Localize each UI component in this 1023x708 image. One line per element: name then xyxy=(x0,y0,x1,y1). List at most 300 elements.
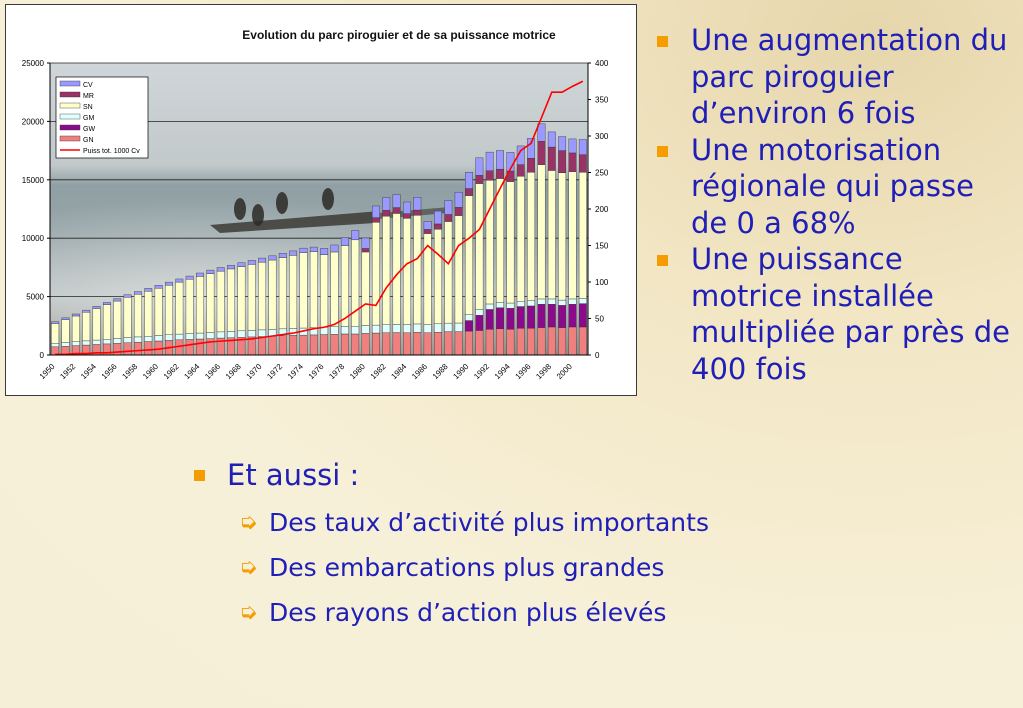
bar-segment-GW xyxy=(517,307,524,329)
bar-segment-GM xyxy=(445,323,452,332)
bar-segment-CV xyxy=(424,221,431,229)
bullet-square-icon xyxy=(194,470,205,481)
bar-segment-MR xyxy=(445,214,452,221)
bar-segment-GN xyxy=(145,342,152,355)
bar-segment-CV xyxy=(145,288,152,291)
bar-segment-GM xyxy=(362,326,369,334)
x-tick-label: 1988 xyxy=(430,362,450,381)
sub-item-text: Des rayons d’action plus élevés xyxy=(269,598,667,627)
legend-swatch xyxy=(60,81,80,86)
bar-segment-GN xyxy=(538,328,545,355)
bar-segment-MR xyxy=(579,155,586,173)
bar-segment-CV xyxy=(320,248,327,254)
bar-segment-SN xyxy=(558,173,565,300)
bar-segment-SN xyxy=(476,184,483,310)
bar-segment-GW xyxy=(465,321,472,332)
bar-segment-SN xyxy=(289,255,296,328)
bar-segment-GN xyxy=(558,328,565,355)
x-tick-label: 1976 xyxy=(306,362,326,381)
bar-segment-GN xyxy=(362,333,369,355)
bar-segment-GW xyxy=(527,306,534,328)
x-tick-label: 1962 xyxy=(161,362,181,381)
x-tick-label: 1984 xyxy=(389,362,409,381)
bar-segment-SN xyxy=(207,274,214,333)
bar-segment-GM xyxy=(434,324,441,332)
bar-segment-GM xyxy=(517,301,524,306)
extra-heading-text: Et aussi : xyxy=(227,458,360,492)
y-tick-label: 5000 xyxy=(26,292,44,302)
bullet-square-icon xyxy=(657,146,668,157)
bar-segment-SN xyxy=(103,305,110,339)
bar-segment-GW xyxy=(558,305,565,327)
bar-segment-GW xyxy=(548,304,555,327)
bar-segment-SN xyxy=(486,180,493,304)
bar-segment-GM xyxy=(124,338,131,343)
bar-segment-CV xyxy=(414,197,421,210)
bar-segment-SN xyxy=(331,252,338,327)
sub-item xyxy=(239,500,709,545)
x-tick-label: 1960 xyxy=(141,362,161,381)
bar-segment-CV xyxy=(51,322,58,324)
legend-swatch xyxy=(60,103,80,108)
bar-segment-GM xyxy=(486,304,493,309)
bar-segment-SN xyxy=(517,176,524,301)
bar-segment-GN xyxy=(569,327,576,355)
bar-segment-GM xyxy=(496,302,503,307)
bar-segment-GN xyxy=(320,335,327,355)
bar-segment-CV xyxy=(351,230,358,239)
bar-segment-CV xyxy=(341,238,348,246)
bar-segment-GM xyxy=(248,330,255,337)
bar-segment-MR xyxy=(496,169,503,178)
bullet-text: Une augmentation du parc piroguier d’environ 6 fois xyxy=(691,23,1008,130)
bar-segment-CV xyxy=(258,258,265,262)
bar-segment-GM xyxy=(476,310,483,316)
bar-segment-GN xyxy=(455,332,462,355)
bar-segment-CV xyxy=(165,282,172,285)
bar-segment-SN xyxy=(176,282,183,334)
x-tick-label: 1982 xyxy=(368,362,388,381)
bar-segment-GN xyxy=(351,334,358,355)
y2-tick-label: 400 xyxy=(595,59,609,68)
bar-segment-GN xyxy=(548,327,555,355)
bar-segment-SN xyxy=(82,312,89,341)
chart-title: Evolution du parc piroguier et de sa puissance motrice xyxy=(242,28,556,42)
bar-segment-SN xyxy=(434,229,441,324)
bar-segment-SN xyxy=(155,288,162,335)
bar-segment-SN xyxy=(134,294,141,337)
bar-segment-SN xyxy=(258,262,265,330)
bar-segment-SN xyxy=(72,316,79,342)
x-tick-label: 1968 xyxy=(223,362,243,381)
bar-segment-MR xyxy=(517,165,524,177)
bar-segment-GM xyxy=(186,334,193,340)
bar-segment-SN xyxy=(383,216,390,325)
bar-segment-SN xyxy=(279,258,286,329)
legend-label: Puiss tot. 1000 Cv xyxy=(83,148,140,155)
bar-segment-SN xyxy=(186,279,193,333)
bar-segment-CV xyxy=(186,276,193,279)
bar-segment-GM xyxy=(465,315,472,321)
x-tick-label: 2000 xyxy=(554,362,574,381)
x-tick-label: 1950 xyxy=(37,362,57,381)
bar-segment-SN xyxy=(445,222,452,324)
bar-segment-SN xyxy=(124,297,131,337)
x-tick-label: 1974 xyxy=(285,362,305,381)
bar-segment-MR xyxy=(403,214,410,219)
bar-segment-CV xyxy=(93,306,100,308)
bar-segment-SN xyxy=(196,276,203,333)
bar-segment-GM xyxy=(548,299,555,304)
bar-segment-GM xyxy=(558,300,565,305)
bar-segment-CV xyxy=(486,152,493,171)
bullet-square-icon xyxy=(657,36,668,47)
y2-tick-label: 200 xyxy=(595,205,609,214)
x-tick-label: 1966 xyxy=(203,362,223,381)
fisher-figure xyxy=(252,204,264,226)
bar-segment-SN xyxy=(465,196,472,315)
bar-segment-CV xyxy=(496,150,503,169)
bar-segment-GW xyxy=(579,304,586,327)
bar-segment-GM xyxy=(165,335,172,341)
bar-segment-GW xyxy=(496,308,503,329)
bar-segment-MR xyxy=(569,153,576,172)
y2-tick-label: 0 xyxy=(595,351,600,360)
bar-segment-CV xyxy=(72,314,79,316)
legend-swatch xyxy=(60,114,80,119)
x-tick-label: 1970 xyxy=(244,362,264,381)
bar-segment-SN xyxy=(507,182,514,303)
bar-segment-GN xyxy=(269,336,276,355)
bar-segment-CV xyxy=(114,299,121,301)
bar-segment-CV xyxy=(548,132,555,147)
bar-segment-SN xyxy=(569,172,576,299)
x-tick-label: 1998 xyxy=(534,362,554,381)
x-tick-label: 1954 xyxy=(79,362,98,381)
bar-segment-CV xyxy=(124,295,131,298)
right-bullet-list xyxy=(655,22,1015,387)
bar-segment-MR xyxy=(424,229,431,233)
x-tick-label: 1952 xyxy=(58,362,78,381)
bar-segment-CV xyxy=(155,285,162,288)
bar-segment-SN xyxy=(300,253,307,328)
bar-segment-GN xyxy=(258,337,265,355)
bar-segment-SN xyxy=(527,172,534,300)
legend-label: SN xyxy=(83,104,93,111)
bar-segment-CV xyxy=(434,211,441,224)
x-tick-label: 1978 xyxy=(327,362,347,381)
bar-segment-GN xyxy=(393,333,400,355)
bar-segment-SN xyxy=(114,301,121,338)
bar-segment-GM xyxy=(424,325,431,333)
bullet-text: Une puissance motrice installée multipliée par près de 400 fois xyxy=(691,242,1010,386)
bar-segment-GM xyxy=(114,338,121,343)
bar-segment-GN xyxy=(186,339,193,355)
bar-segment-SN xyxy=(341,246,348,327)
bar-segment-CV xyxy=(103,302,110,304)
bar-segment-GN xyxy=(383,333,390,355)
sub-item xyxy=(239,545,709,590)
legend xyxy=(56,77,148,158)
x-tick-label: 1972 xyxy=(265,362,285,381)
bar-segment-SN xyxy=(579,172,586,298)
bullet-text: Une motorisation régionale qui passe de 0 a 68% xyxy=(691,132,974,240)
bar-segment-CV xyxy=(455,192,462,207)
bar-segment-SN xyxy=(248,264,255,330)
bar-segment-SN xyxy=(227,269,234,331)
x-tick-label: 1956 xyxy=(99,362,119,381)
y2-tick-label: 300 xyxy=(595,132,609,141)
bar-segment-GM xyxy=(145,336,152,341)
legend-swatch xyxy=(60,125,80,130)
x-tick-label: 1994 xyxy=(492,362,512,381)
bar-segment-CV xyxy=(279,253,286,257)
bar-segment-SN xyxy=(496,179,503,303)
bar-segment-SN xyxy=(455,216,462,323)
bar-segment-CV xyxy=(238,263,245,267)
bar-segment-SN xyxy=(393,213,400,324)
bar-segment-CV xyxy=(331,245,338,252)
bar-segment-MR xyxy=(455,207,462,215)
bar-segment-GM xyxy=(527,301,534,306)
bar-segment-SN xyxy=(548,170,555,298)
bar-segment-CV xyxy=(579,140,586,155)
bar-segment-GN xyxy=(372,333,379,355)
bar-segment-CV xyxy=(372,206,379,218)
bar-segment-GM xyxy=(383,325,390,333)
bar-segment-CV xyxy=(248,260,255,264)
bar-segment-GN xyxy=(331,334,338,355)
bar-segment-GN xyxy=(196,339,203,355)
bar-segment-GN xyxy=(403,333,410,355)
bar-segment-GN xyxy=(341,334,348,355)
bar-segment-MR xyxy=(393,208,400,214)
bar-segment-SN xyxy=(62,320,69,343)
chart-panel xyxy=(5,4,637,396)
bar-segment-GN xyxy=(496,329,503,355)
bar-segment-GM xyxy=(238,331,245,337)
extra-sublist xyxy=(239,500,709,635)
bar-segment-GM xyxy=(579,298,586,303)
bar-segment-GM xyxy=(217,332,224,338)
bar-segment-GM xyxy=(403,325,410,333)
bar-segment-MR xyxy=(434,224,441,229)
bar-segment-GW xyxy=(538,304,545,327)
bar-segment-MR xyxy=(383,210,390,216)
y2-tick-label: 250 xyxy=(595,168,609,178)
bar-segment-CV xyxy=(207,270,214,274)
x-tick-label: 1986 xyxy=(410,362,430,381)
sub-item xyxy=(239,590,709,635)
bar-segment-MR xyxy=(486,171,493,180)
y-tick-label: 0 xyxy=(39,351,44,360)
bar-segment-SN xyxy=(238,267,245,331)
bar-segment-CV xyxy=(465,172,472,188)
bar-segment-MR xyxy=(558,151,565,173)
bar-segment-GN xyxy=(434,332,441,355)
x-tick-label: 1996 xyxy=(513,362,533,381)
bar-segment-GM xyxy=(62,343,69,347)
bar-segment-CV xyxy=(403,202,410,214)
bar-segment-CV xyxy=(310,247,317,252)
bar-segment-GM xyxy=(227,331,234,337)
bar-segment-CV xyxy=(62,318,69,320)
legend-swatch xyxy=(60,92,80,97)
bar-segment-GN xyxy=(424,333,431,355)
y-tick-label: 10000 xyxy=(21,234,44,244)
bar-segment-MR xyxy=(476,175,483,183)
arrow-bullet-icon: ➭ xyxy=(239,600,258,625)
bar-segment-MR xyxy=(538,141,545,164)
bar-segment-CV xyxy=(383,197,390,210)
bar-segment-GW xyxy=(486,309,493,329)
sub-item-text: Des embarcations plus grandes xyxy=(269,553,665,582)
bar-segment-GN xyxy=(114,343,121,355)
legend-label: MR xyxy=(83,93,94,100)
bar-segment-SN xyxy=(93,309,100,341)
bar-segment-SN xyxy=(145,291,152,336)
y2-tick-label: 100 xyxy=(595,278,609,287)
bar-segment-MR xyxy=(372,218,379,223)
bar-segment-GN xyxy=(310,335,317,355)
bar-segment-GM xyxy=(72,342,79,346)
bar-segment-CV xyxy=(538,124,545,142)
bar-segment-GM xyxy=(51,343,58,347)
bar-segment-MR xyxy=(465,189,472,196)
bar-segment-CV xyxy=(569,139,576,153)
bar-segment-SN xyxy=(165,285,172,335)
bar-segment-CV xyxy=(217,268,224,272)
bar-segment-SN xyxy=(51,323,58,343)
y2-tick-label: 350 xyxy=(595,95,609,105)
bar-segment-GM xyxy=(372,325,379,333)
bar-segment-GN xyxy=(414,332,421,355)
bar-segment-GN xyxy=(300,335,307,355)
bar-segment-SN xyxy=(403,218,410,324)
bar-segment-SN xyxy=(414,215,421,324)
bar-segment-CV xyxy=(558,137,565,151)
bar-segment-SN xyxy=(320,255,327,327)
bar-segment-GN xyxy=(124,343,131,355)
x-tick-label: 1980 xyxy=(348,362,367,381)
bar-segment-CV xyxy=(362,238,369,249)
legend-label: GN xyxy=(83,137,94,144)
arrow-bullet-icon: ➭ xyxy=(239,510,258,535)
bar-segment-SN xyxy=(269,260,276,330)
bar-segment-CV xyxy=(227,265,234,269)
x-tick-label: 1964 xyxy=(182,362,202,381)
y2-tick-label: 50 xyxy=(595,314,604,324)
bar-segment-GN xyxy=(445,332,452,355)
bar-segment-SN xyxy=(362,252,369,326)
bar-segment-GN xyxy=(134,342,141,355)
fisher-figure xyxy=(234,198,246,220)
y2-tick-label: 150 xyxy=(595,241,609,251)
x-tick-label: 1992 xyxy=(472,362,492,381)
bar-segment-SN xyxy=(217,271,224,332)
bar-segment-GM xyxy=(351,326,358,334)
extra-heading xyxy=(193,456,709,494)
bar-segment-CV xyxy=(393,195,400,208)
bar-segment-GN xyxy=(476,330,483,355)
bar-segment-CV xyxy=(134,292,141,295)
y-tick-label: 20000 xyxy=(21,117,44,127)
bar-segment-GM xyxy=(155,335,162,340)
bar-segment-GW xyxy=(569,304,576,327)
bar-segment-GM xyxy=(207,333,214,339)
bar-segment-GN xyxy=(289,335,296,355)
bar-segment-GN xyxy=(279,336,286,355)
bar-segment-GM xyxy=(538,299,545,304)
x-tick-label: 1990 xyxy=(451,362,471,381)
bar-segment-CV xyxy=(196,273,203,276)
bullet-square-icon xyxy=(657,255,668,266)
bar-segment-SN xyxy=(372,222,379,325)
bar-segment-GM xyxy=(93,340,100,344)
bar-segment-GM xyxy=(455,323,462,332)
bar-segment-GM xyxy=(393,324,400,332)
bar-segment-GM xyxy=(82,341,89,345)
bar-segment-CV xyxy=(289,251,296,255)
bar-segment-GM xyxy=(196,333,203,339)
bar-segment-GN xyxy=(579,327,586,355)
fisher-figure xyxy=(276,192,288,214)
bar-segment-CV xyxy=(82,310,89,312)
bar-segment-CV xyxy=(300,248,307,253)
legend-label: CV xyxy=(83,82,93,89)
arrow-bullet-icon: ➭ xyxy=(239,555,258,580)
y-tick-label: 25000 xyxy=(21,59,44,68)
bar-segment-GM xyxy=(341,326,348,334)
bar-segment-CV xyxy=(476,158,483,176)
bar-segment-GM xyxy=(414,324,421,332)
bar-segment-GM xyxy=(569,299,576,304)
bar-segment-GN xyxy=(507,329,514,355)
bar-segment-GN xyxy=(486,329,493,355)
bar-segment-GN xyxy=(465,331,472,355)
bar-segment-GM xyxy=(103,339,110,344)
bar-segment-CV xyxy=(269,256,276,260)
bar-segment-GW xyxy=(476,315,483,330)
bar-segment-SN xyxy=(310,252,317,328)
bar-segment-GM xyxy=(507,303,514,308)
bullet-item xyxy=(655,22,1015,132)
bar-segment-GM xyxy=(258,330,265,337)
bar-segment-GM xyxy=(134,337,141,342)
y-tick-label: 15000 xyxy=(21,175,44,185)
sub-item-text: Des taux d’activité plus importants xyxy=(269,508,709,537)
legend-label: GW xyxy=(83,126,96,133)
bullet-item xyxy=(655,132,1015,242)
bar-segment-GM xyxy=(331,327,338,334)
bar-segment-MR xyxy=(548,147,555,170)
bullet-item xyxy=(655,241,1015,387)
bar-segment-MR xyxy=(527,158,534,172)
x-tick-label: 1958 xyxy=(120,362,140,381)
bar-segment-GM xyxy=(176,334,183,340)
bar-segment-SN xyxy=(538,165,545,299)
extra-section xyxy=(193,456,709,635)
legend-label: GM xyxy=(83,115,95,122)
chart xyxy=(6,5,636,395)
bar-segment-GW xyxy=(507,308,514,329)
bar-segment-MR xyxy=(414,210,421,215)
fisher-figure xyxy=(322,188,334,210)
bar-segment-MR xyxy=(362,248,369,252)
bar-segment-GN xyxy=(527,328,534,355)
bar-segment-CV xyxy=(445,200,452,214)
legend-swatch xyxy=(60,136,80,141)
